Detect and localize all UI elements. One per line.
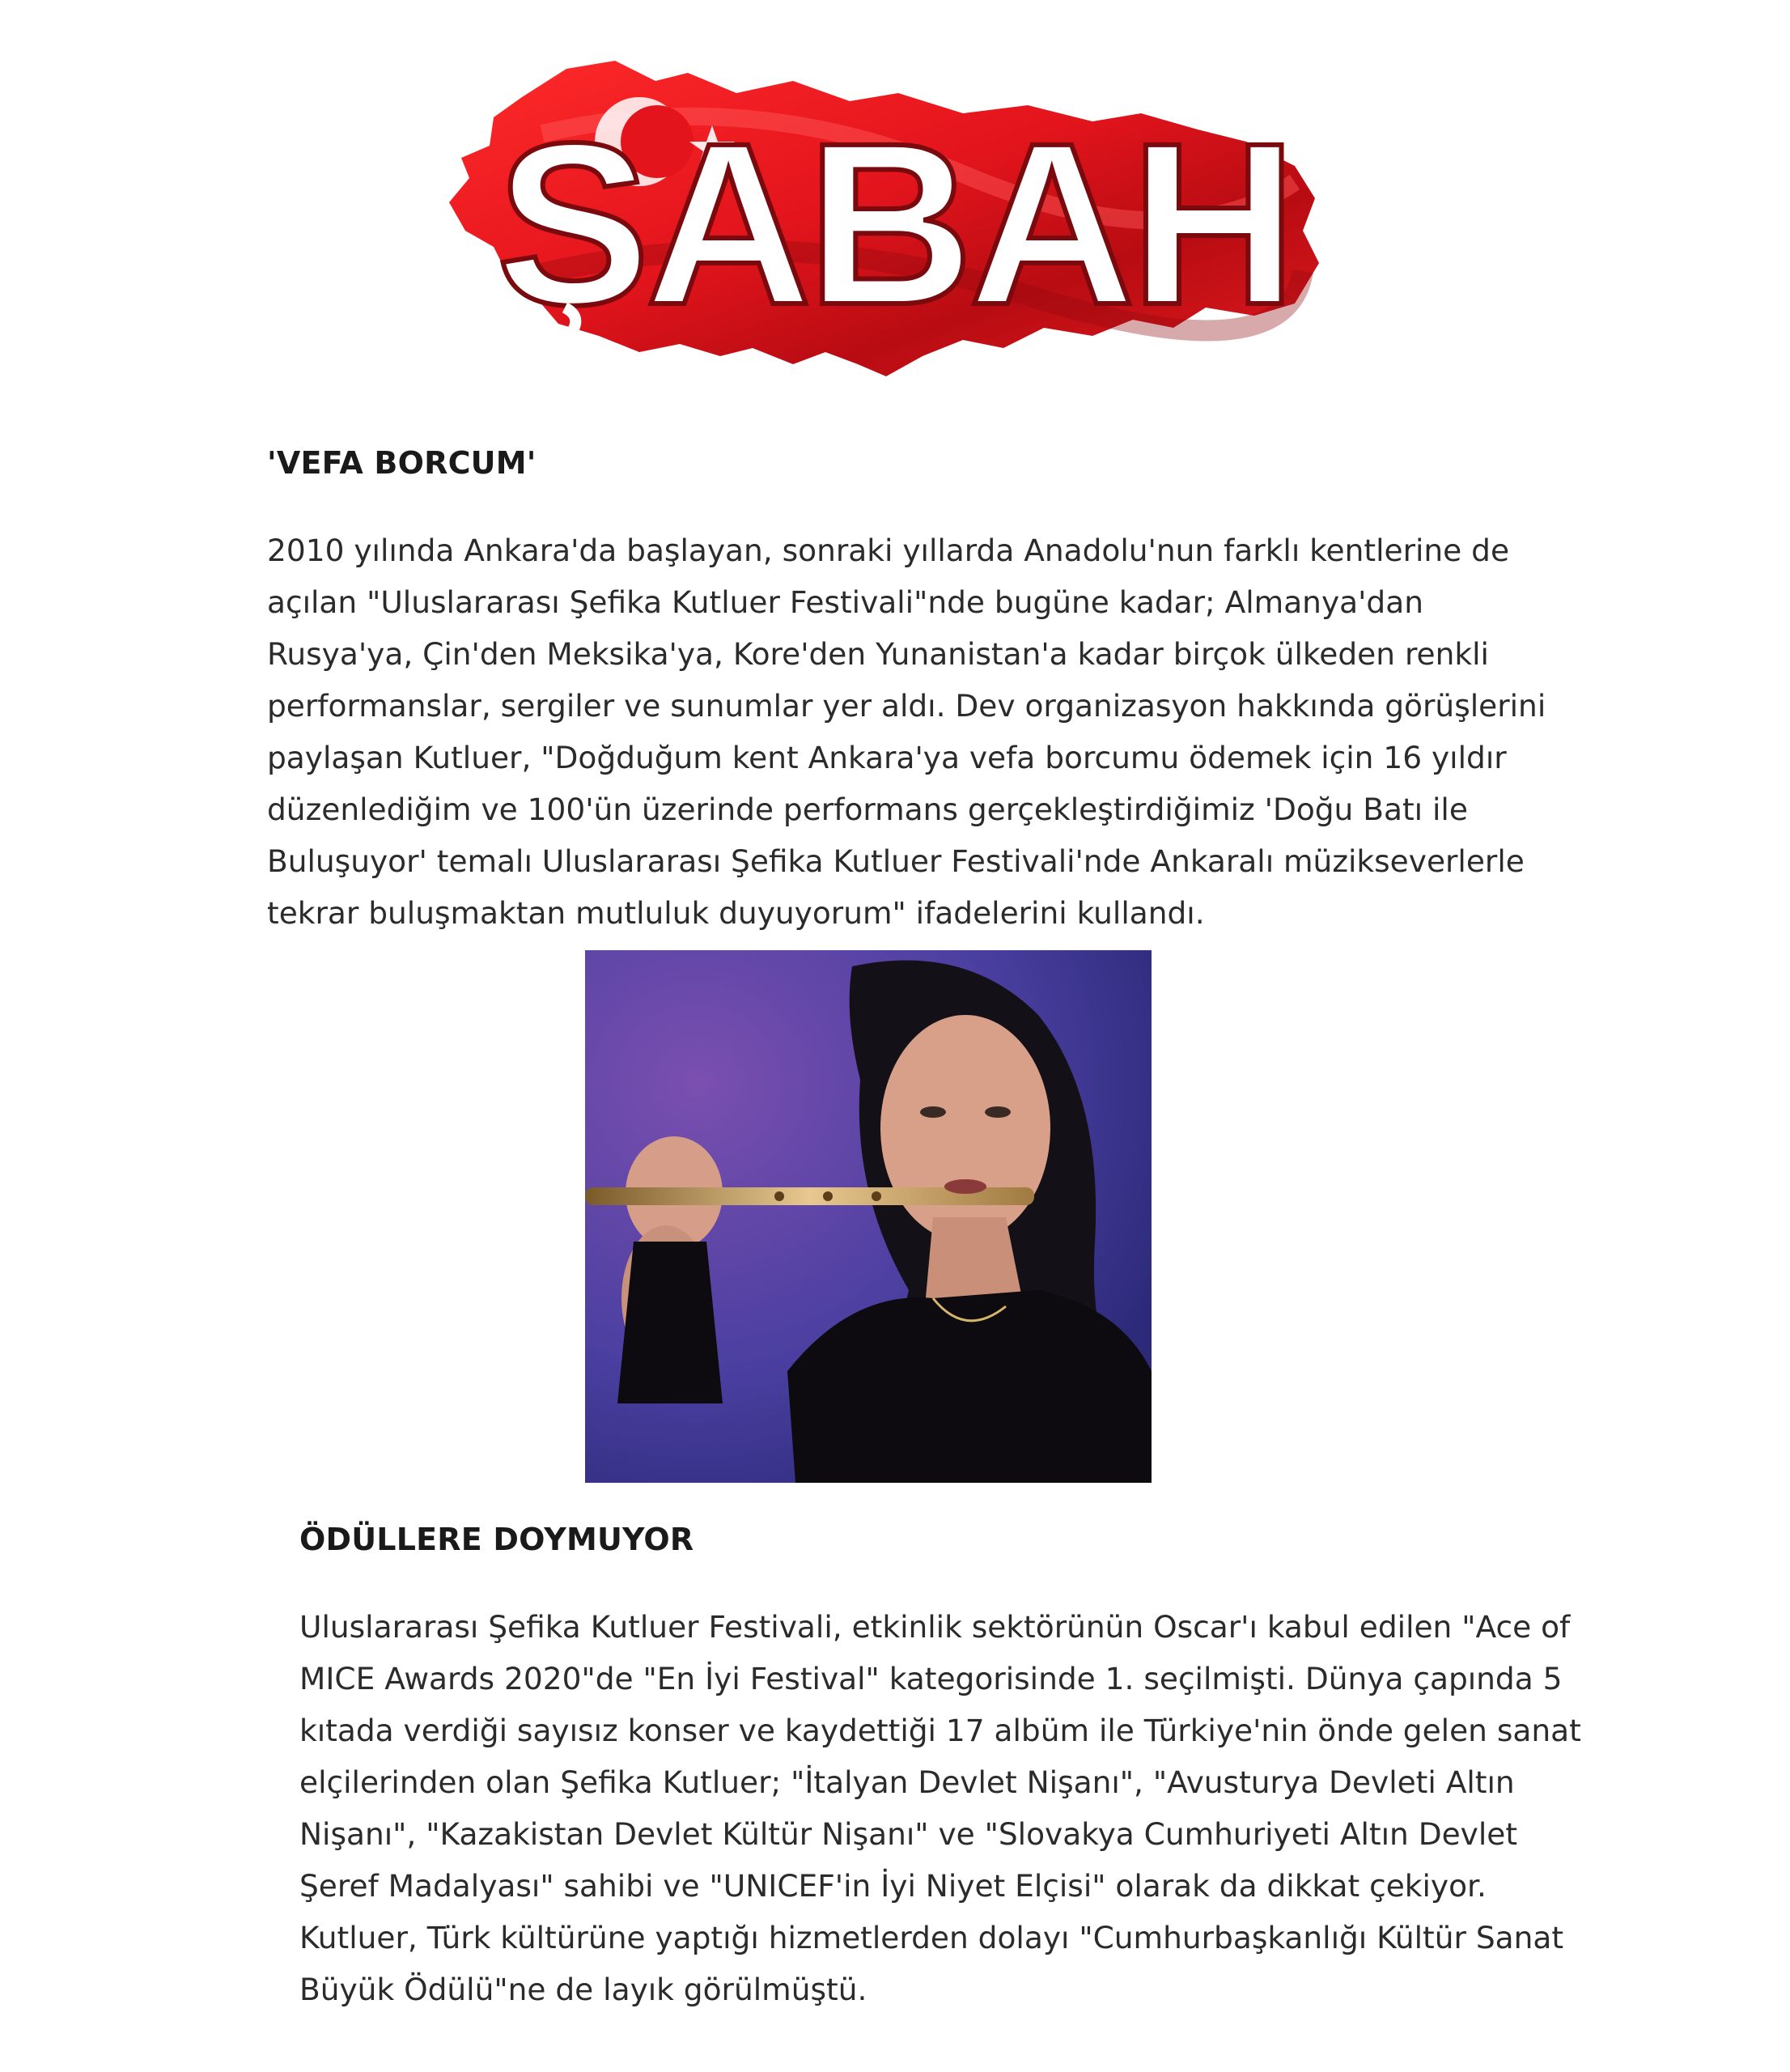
paragraph-line: 2010 yılında Ankara'da başlayan, sonraki yıllarda Anadolu'nun farklı kentlerine de — [267, 533, 1510, 568]
sabah-logo-graphic — [445, 36, 1343, 401]
flutist-photo — [585, 950, 1152, 1483]
section-paragraph-odullere-doymuyor — [299, 1601, 1581, 2015]
paragraph-line: düzenlediğim ve 100'ün üzerinde performans gerçekleştirdiğimiz 'Doğu Batı ile — [267, 792, 1468, 827]
paragraph-line: Nişanı", "Kazakistan Devlet Kültür Nişanı" ve "Slovakya Cumhuriyeti Altın Devlet — [299, 1816, 1518, 1852]
paragraph-line: Rusya'ya, Çin'den Meksika'ya, Kore'den Yunanistan'a kadar birçok ülkeden renkli — [267, 636, 1489, 672]
paragraph-line: elçilerinden olan Şefika Kutluer; "İtalyan Devlet Nişanı", "Avusturya Devleti Altın — [299, 1764, 1515, 1800]
paragraph-line: açılan "Uluslararası Şefika Kutluer Festivali"nde bugüne kadar; Almanya'dan — [267, 584, 1423, 620]
paragraph-line: kıtada verdiği sayısız konser ve kaydettiği 17 albüm ile Türkiye'nin önde gelen sanat — [299, 1713, 1581, 1748]
paragraph-line: MICE Awards 2020"de "En İyi Festival" kategorisinde 1. seçilmişti. Dünya çapında 5 — [299, 1661, 1563, 1696]
paragraph-line: Büyük Ödülü"ne de layık görülmüştü. — [299, 1972, 867, 2007]
flutist-photo-illustration — [585, 950, 1152, 1483]
sabah-logo — [445, 36, 1343, 401]
section-paragraph-vefa-borcum — [267, 524, 1546, 939]
section-heading-vefa-borcum: 'VEFA BORCUM' — [267, 445, 537, 481]
sabah-logo-text: SABAH — [496, 96, 1292, 353]
paragraph-line: paylaşan Kutluer, "Doğduğum kent Ankara'ya vefa borcumu ödemek için 16 yıldır — [267, 740, 1507, 775]
paragraph-line: Şeref Madalyası" sahibi ve "UNICEF'in İyi Niyet Elçisi" olarak da dikkat çekiyor. — [299, 1868, 1487, 1904]
paragraph-line: tekrar buluşmaktan mutluluk duyuyorum" ifadelerini kullandı. — [267, 895, 1205, 931]
paragraph-line: Kutluer, Türk kültürüne yaptığı hizmetlerden dolayı "Cumhurbaşkanlığı Kültür Sanat — [299, 1920, 1564, 1955]
paragraph-line: Buluşuyor' temalı Uluslararası Şefika Kutluer Festivali'nde Ankaralı müzikseverlerle — [267, 843, 1525, 879]
section-heading-odullere-doymuyor: ÖDÜLLERE DOYMUYOR — [299, 1522, 694, 1557]
paragraph-line: Uluslararası Şefika Kutluer Festivali, etkinlik sektörünün Oscar'ı kabul edilen "Ace of — [299, 1609, 1571, 1645]
paragraph-line: performanslar, sergiler ve sunumlar yer aldı. Dev organizasyon hakkında görüşlerini — [267, 688, 1546, 724]
